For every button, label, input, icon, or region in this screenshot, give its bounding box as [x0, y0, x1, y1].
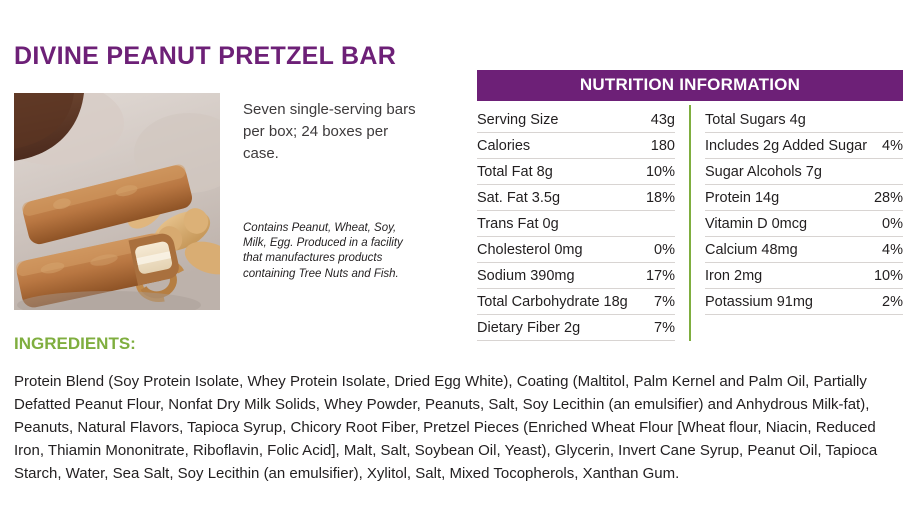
nutrition-value: 7%: [654, 320, 675, 336]
nutrition-row: [477, 107, 675, 133]
nutrition-row: [477, 315, 675, 341]
nutrition-row: [477, 185, 675, 211]
nutrition-row: [477, 211, 675, 237]
nutrition-label: Calories: [477, 138, 531, 154]
nutrition-value: 10%: [873, 268, 903, 284]
nutrition-row: [705, 289, 903, 315]
nutrition-value: 7%: [654, 294, 675, 310]
nutrition-label: Calcium 48mg: [705, 242, 798, 258]
nutrition-label: Trans Fat 0g: [477, 216, 559, 232]
nutrition-label: Total Fat 8g: [477, 164, 553, 180]
nutrition-label: Sat. Fat 3.5g: [477, 190, 561, 206]
nutrition-row: [705, 211, 903, 237]
nutrition-row: [705, 185, 903, 211]
nutrition-row: [477, 237, 675, 263]
nutrition-row: [705, 107, 903, 133]
nutrition-label: Serving Size: [477, 112, 559, 128]
allergen-statement: Contains Peanut, Wheat, Soy, Milk, Egg. Produced in a facility that manufactures products containing Tree Nuts and Fish.: [243, 222, 403, 280]
ingredients-heading: INGREDIENTS:: [14, 334, 136, 353]
nutrition-label: Sugar Alcohols 7g: [705, 164, 822, 180]
nutrition-value: 28%: [873, 190, 903, 206]
nutrition-value: 10%: [645, 164, 675, 180]
nutrition-panel-header: NUTRITION INFORMATION: [477, 70, 903, 101]
nutrition-label: Total Sugars 4g: [705, 112, 806, 128]
nutrition-label: Protein 14g: [705, 190, 780, 206]
serving-description: Seven single-serving bars per box; 24 boxes per case.: [243, 101, 416, 162]
nutrition-value: 17%: [645, 268, 675, 284]
nutrition-column-left: [477, 105, 689, 341]
nutrition-row: [705, 159, 903, 185]
nutrition-columns: [477, 105, 903, 341]
nutrition-row: [477, 289, 675, 315]
nutrition-label: Includes 2g Added Sugar: [705, 138, 868, 154]
page-title: DIVINE PEANUT PRETZEL BAR: [14, 42, 397, 70]
nutrition-label: Dietary Fiber 2g: [477, 320, 581, 336]
nutrition-label: Iron 2mg: [705, 268, 763, 284]
product-photo: [14, 93, 220, 310]
nutrition-label: Potassium 91mg: [705, 294, 813, 310]
nutrition-value: 43g: [650, 112, 675, 128]
nutrition-value: 0%: [654, 242, 675, 258]
nutrition-row: [477, 263, 675, 289]
nutrition-value: 0%: [882, 216, 903, 232]
nutrition-row: [705, 263, 903, 289]
nutrition-row: [477, 159, 675, 185]
ingredients-text: Protein Blend (Soy Protein Isolate, Whey Protein Isolate, Dried Egg White), Coating (Maltitol, Palm Kernel and Palm Oil, Partially Defatted Peanut Flour, Nonfat Dry Milk Solids, Whey Powder, Peanuts, Salt, Soy Lecithin (an emulsifier) and Anhydrous Milk-fat), Peanuts, Natural Flavors, Tapioca Syrup, Chicory Root Fiber, Pretzel Pieces (Enriched Wheat Flour [Wheat flour, Niacin, Reduced Iron, Thiamin Mononitrate, Riboflavin, Folic Acid], Malt, Salt, Soybean Oil, Yeast), Glycerin, Invert Cane Syrup, Peanut Oil, Tapioca Starch, Water, Sea Salt, Soy Lecithin (an emulsifier), Xylitol, Salt, Mixed Tocopherols, Xanthan Gum.: [14, 373, 878, 482]
nutrition-value: 4%: [882, 138, 903, 154]
nutrition-row: [705, 133, 903, 159]
nutrition-label: Sodium 390mg: [477, 268, 575, 284]
nutrition-column-right: [689, 105, 903, 341]
nutrition-row: [477, 133, 675, 159]
nutrition-label: Cholesterol 0mg: [477, 242, 583, 258]
nutrition-label: Total Carbohydrate 18g: [477, 294, 628, 310]
product-photo-image: [14, 93, 220, 310]
nutrition-label: Vitamin D 0mcg: [705, 216, 808, 232]
nutrition-panel: [477, 70, 903, 341]
nutrition-row: [705, 237, 903, 263]
nutrition-value: 4%: [882, 242, 903, 258]
nutrition-value: 18%: [645, 190, 675, 206]
nutrition-value: 180: [650, 138, 675, 154]
nutrition-value: 2%: [882, 294, 903, 310]
